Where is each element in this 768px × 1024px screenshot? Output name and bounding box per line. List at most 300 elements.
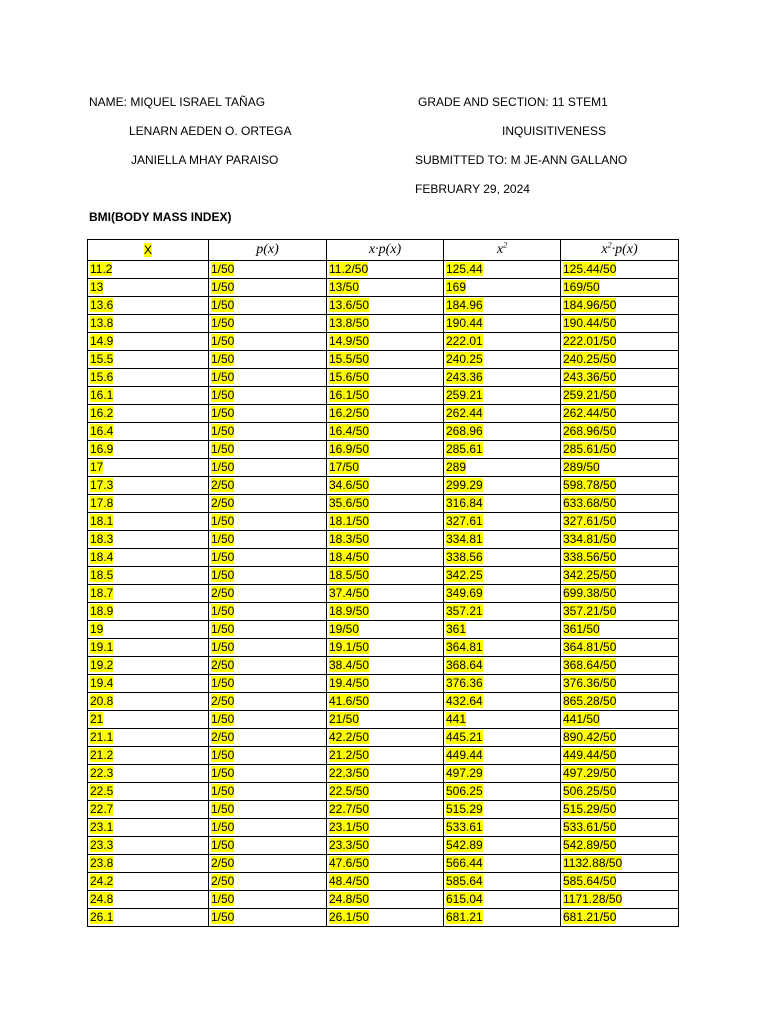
cell-x2px	[561, 657, 679, 675]
cell-xpx-value: 15.5/50	[329, 352, 370, 366]
cell-x	[88, 315, 209, 333]
cell-x2px	[561, 819, 679, 837]
cell-px	[209, 837, 327, 855]
cell-px	[209, 855, 327, 873]
cell-px-value: 1/50	[211, 784, 235, 798]
cell-px-value: 1/50	[211, 748, 235, 762]
cell-px-value: 2/50	[211, 496, 235, 510]
cell-x2px-value: 506.25/50	[563, 784, 617, 798]
cell-px-value: 1/50	[211, 388, 235, 402]
table-row	[88, 747, 679, 765]
member-name-3: JANIELLA MHAY PARAISO	[131, 153, 279, 167]
cell-x2px	[561, 405, 679, 423]
cell-x-value: 13	[90, 280, 104, 294]
cell-x2px-value: 441/50	[563, 712, 600, 726]
cell-x-value: 18.1	[90, 514, 114, 528]
cell-xpx	[327, 909, 444, 927]
cell-x2px	[561, 873, 679, 891]
cell-x2-value: 184.96	[446, 298, 483, 312]
table-row	[88, 855, 679, 873]
cell-x2	[444, 693, 561, 711]
cell-x2px	[561, 729, 679, 747]
table-row	[88, 261, 679, 279]
cell-px-value: 1/50	[211, 424, 235, 438]
cell-x-value: 16.9	[90, 442, 114, 456]
table-row	[88, 729, 679, 747]
cell-xpx-value: 34.6/50	[329, 478, 370, 492]
cell-xpx	[327, 531, 444, 549]
cell-xpx-value: 22.3/50	[329, 766, 370, 780]
cell-px	[209, 513, 327, 531]
cell-x2	[444, 783, 561, 801]
cell-px-value: 1/50	[211, 640, 235, 654]
cell-x2	[444, 279, 561, 297]
cell-xpx	[327, 459, 444, 477]
cell-px	[209, 693, 327, 711]
table-row	[88, 801, 679, 819]
cell-x	[88, 297, 209, 315]
cell-x2px	[561, 693, 679, 711]
header-x	[88, 240, 209, 261]
cell-px-value: 1/50	[211, 460, 235, 474]
cell-x2px-value: 327.61/50	[563, 514, 617, 528]
cell-xpx-value: 21.2/50	[329, 748, 370, 762]
cell-x2px-value: 699.38/50	[563, 586, 617, 600]
cell-px-value: 1/50	[211, 532, 235, 546]
cell-x-value: 16.4	[90, 424, 114, 438]
cell-x	[88, 513, 209, 531]
cell-px	[209, 873, 327, 891]
cell-x2px	[561, 423, 679, 441]
table-header-row	[88, 240, 679, 261]
cell-x2-value: 449.44	[446, 748, 483, 762]
cell-xpx	[327, 405, 444, 423]
cell-x	[88, 477, 209, 495]
cell-x2	[444, 603, 561, 621]
cell-x2	[444, 405, 561, 423]
cell-x	[88, 405, 209, 423]
cell-x2px	[561, 855, 679, 873]
cell-x-value: 11.2	[90, 262, 113, 276]
cell-xpx	[327, 351, 444, 369]
cell-x2px-value: 515.29/50	[563, 802, 617, 816]
table-row	[88, 765, 679, 783]
cell-x-value: 20.8	[90, 694, 114, 708]
cell-x	[88, 873, 209, 891]
cell-x	[88, 387, 209, 405]
cell-xpx-value: 19.4/50	[329, 676, 370, 690]
cell-x	[88, 819, 209, 837]
cell-px	[209, 729, 327, 747]
cell-x2-value: 289	[446, 460, 467, 474]
cell-xpx-value: 19/50	[329, 622, 360, 636]
table-row	[88, 369, 679, 387]
cell-x	[88, 783, 209, 801]
cell-x2px-value: 334.81/50	[563, 532, 617, 546]
cell-px	[209, 261, 327, 279]
table-row	[88, 621, 679, 639]
header-x2-exp: 2	[503, 240, 508, 250]
cell-x2px-value: 681.21/50	[563, 910, 617, 924]
table-row	[88, 333, 679, 351]
cell-x-value: 23.3	[90, 838, 114, 852]
table-row	[88, 873, 679, 891]
cell-xpx	[327, 837, 444, 855]
table-row	[88, 675, 679, 693]
cell-xpx	[327, 297, 444, 315]
header-x2px-base: x	[601, 242, 608, 257]
cell-x2-value: 432.64	[446, 694, 483, 708]
cell-x2px-value: 259.21/50	[563, 388, 617, 402]
cell-x	[88, 459, 209, 477]
cell-x2-value: 361	[446, 622, 467, 636]
cell-x2	[444, 801, 561, 819]
cell-x2px-value: 190.44/50	[563, 316, 617, 330]
cell-xpx-value: 18.4/50	[329, 550, 370, 564]
cell-x-value: 23.8	[90, 856, 114, 870]
cell-x2-value: 497.29	[446, 766, 483, 780]
cell-x2	[444, 639, 561, 657]
cell-x2px	[561, 333, 679, 351]
table-row	[88, 315, 679, 333]
cell-px-value: 1/50	[211, 280, 235, 294]
table-row	[88, 657, 679, 675]
cell-px-value: 1/50	[211, 334, 235, 348]
cell-x-value: 21	[90, 712, 104, 726]
cell-xpx-value: 16.2/50	[329, 406, 370, 420]
cell-x2px	[561, 711, 679, 729]
cell-x2px-value: 1171.28/50	[563, 892, 623, 906]
cell-x2px-value: 222.01/50	[563, 334, 617, 348]
cell-x2px-value: 1132.88/50	[563, 856, 623, 870]
cell-px-value: 2/50	[211, 478, 235, 492]
table-row	[88, 513, 679, 531]
cell-x2px	[561, 675, 679, 693]
cell-x-value: 19.2	[90, 658, 114, 672]
cell-x2-value: 259.21	[446, 388, 483, 402]
table-row	[88, 909, 679, 927]
table-row	[88, 603, 679, 621]
cell-x2px	[561, 351, 679, 369]
cell-x	[88, 549, 209, 567]
cell-x2px	[561, 549, 679, 567]
cell-x2-value: 515.29	[446, 802, 483, 816]
cell-x-value: 26.1	[90, 910, 114, 924]
cell-x-value: 17.8	[90, 496, 114, 510]
cell-xpx	[327, 279, 444, 297]
cell-x2px-value: 598.78/50	[563, 478, 617, 492]
cell-x	[88, 279, 209, 297]
cell-x2-value: 357.21	[446, 604, 483, 618]
cell-x2	[444, 675, 561, 693]
cell-xpx-value: 26.1/50	[329, 910, 370, 924]
cell-x2-value: 615.04	[446, 892, 483, 906]
cell-x	[88, 909, 209, 927]
cell-x-value: 17	[90, 460, 104, 474]
cell-x2	[444, 261, 561, 279]
cell-x2px-value: 125.44/50	[563, 262, 617, 276]
cell-x2-value: 445.21	[446, 730, 483, 744]
cell-xpx-value: 13.6/50	[329, 298, 370, 312]
cell-px	[209, 315, 327, 333]
cell-x	[88, 261, 209, 279]
cell-x2	[444, 549, 561, 567]
cell-x2-value: 376.36	[446, 676, 483, 690]
cell-x2px-value: 449.44/50	[563, 748, 617, 762]
table-row	[88, 783, 679, 801]
cell-xpx-value: 22.7/50	[329, 802, 370, 816]
cell-px-value: 2/50	[211, 856, 235, 870]
cell-px-value: 1/50	[211, 622, 235, 636]
cell-x2	[444, 477, 561, 495]
cell-x2px	[561, 387, 679, 405]
table-row	[88, 441, 679, 459]
cell-xpx-value: 17/50	[329, 460, 360, 474]
cell-x2px-value: 342.25/50	[563, 568, 617, 582]
cell-x-value: 22.5	[90, 784, 114, 798]
submitted-to: SUBMITTED TO: M JE-ANN GALLANO	[415, 153, 628, 167]
cell-x2	[444, 837, 561, 855]
cell-x2	[444, 387, 561, 405]
cell-x2px-value: 361/50	[563, 622, 600, 636]
cell-x-value: 22.3	[90, 766, 114, 780]
cell-x2	[444, 729, 561, 747]
cell-xpx-value: 37.4/50	[329, 586, 370, 600]
cell-x2px	[561, 297, 679, 315]
cell-x2px-value: 368.64/50	[563, 658, 617, 672]
cell-x2	[444, 423, 561, 441]
cell-x2px-value: 585.64/50	[563, 874, 617, 888]
cell-x	[88, 423, 209, 441]
cell-xpx	[327, 441, 444, 459]
cell-px	[209, 891, 327, 909]
cell-x	[88, 711, 209, 729]
cell-px	[209, 783, 327, 801]
cell-x2-value: 262.44	[446, 406, 483, 420]
table-body	[88, 261, 679, 927]
cell-x2px	[561, 801, 679, 819]
bmi-table	[87, 239, 679, 927]
cell-x2px-value: 169/50	[563, 280, 600, 294]
cell-xpx-value: 18.1/50	[329, 514, 370, 528]
cell-px	[209, 585, 327, 603]
cell-x2-value: 368.64	[446, 658, 483, 672]
cell-xpx	[327, 621, 444, 639]
cell-xpx	[327, 873, 444, 891]
cell-x2	[444, 711, 561, 729]
cell-x2	[444, 531, 561, 549]
cell-x2px	[561, 513, 679, 531]
cell-x-value: 15.6	[90, 370, 114, 384]
table-row	[88, 477, 679, 495]
cell-x2px-value: 243.36/50	[563, 370, 617, 384]
cell-x2px	[561, 603, 679, 621]
cell-x2-value: 316.84	[446, 496, 483, 510]
cell-xpx	[327, 315, 444, 333]
header-x2-base: x	[496, 242, 504, 257]
table-row	[88, 819, 679, 837]
cell-x-value: 19.1	[90, 640, 114, 654]
table-row	[88, 387, 679, 405]
cell-xpx	[327, 513, 444, 531]
cell-px-value: 2/50	[211, 730, 235, 744]
header-x2px-rest: ·p(x)	[611, 242, 638, 257]
table-row	[88, 711, 679, 729]
cell-x	[88, 621, 209, 639]
cell-x-value: 18.4	[90, 550, 114, 564]
header-px	[209, 240, 327, 261]
cell-px-value: 1/50	[211, 820, 235, 834]
cell-px	[209, 909, 327, 927]
cell-x2px	[561, 495, 679, 513]
cell-xpx	[327, 891, 444, 909]
header-x2px-exp: 2	[607, 240, 612, 250]
cell-xpx-value: 13/50	[329, 280, 360, 294]
cell-xpx-value: 15.6/50	[329, 370, 370, 384]
cell-px-value: 1/50	[211, 712, 235, 726]
cell-px	[209, 675, 327, 693]
cell-xpx-value: 23.3/50	[329, 838, 370, 852]
cell-x2	[444, 873, 561, 891]
cell-x	[88, 351, 209, 369]
cell-px	[209, 711, 327, 729]
cell-xpx-value: 14.9/50	[329, 334, 370, 348]
cell-xpx	[327, 693, 444, 711]
cell-xpx-value: 42.2/50	[329, 730, 370, 744]
cell-x2px	[561, 477, 679, 495]
table-row	[88, 405, 679, 423]
member-name-2: LENARN AEDEN O. ORTEGA	[129, 124, 292, 138]
cell-x2px	[561, 891, 679, 909]
cell-xpx-value: 47.6/50	[329, 856, 370, 870]
cell-x2px	[561, 639, 679, 657]
cell-x2px	[561, 315, 679, 333]
cell-px-value: 1/50	[211, 370, 235, 384]
cell-xpx-value: 18.3/50	[329, 532, 370, 546]
cell-x2-value: 364.81	[446, 640, 483, 654]
cell-px	[209, 279, 327, 297]
cell-px-value: 1/50	[211, 676, 235, 690]
submission-date: FEBRUARY 29, 2024	[415, 182, 530, 196]
cell-x	[88, 657, 209, 675]
cell-xpx	[327, 549, 444, 567]
header-xpx-label: x·p(x)	[368, 242, 402, 257]
cell-x2px	[561, 441, 679, 459]
cell-x-value: 18.3	[90, 532, 114, 546]
header-x-label: X	[143, 243, 152, 257]
cell-x2px-value: 262.44/50	[563, 406, 617, 420]
cell-px-value: 1/50	[211, 316, 235, 330]
cell-xpx-value: 11.2/50	[329, 262, 369, 276]
cell-x2	[444, 495, 561, 513]
cell-x	[88, 765, 209, 783]
cell-x2	[444, 351, 561, 369]
cell-x2px	[561, 585, 679, 603]
cell-px-value: 2/50	[211, 586, 235, 600]
cell-x-value: 18.5	[90, 568, 114, 582]
section-title: BMI(BODY MASS INDEX)	[89, 210, 232, 224]
cell-xpx-value: 18.9/50	[329, 604, 370, 618]
header-x2	[444, 240, 561, 261]
cell-x2-value: 542.89	[446, 838, 483, 852]
cell-px	[209, 423, 327, 441]
cell-x-value: 17.3	[90, 478, 114, 492]
table-row	[88, 837, 679, 855]
cell-xpx	[327, 801, 444, 819]
cell-x2-value: 299.29	[446, 478, 483, 492]
cell-x2	[444, 747, 561, 765]
cell-px	[209, 369, 327, 387]
header-xpx	[327, 240, 444, 261]
cell-x2-value: 681.21	[446, 910, 483, 924]
cell-px-value: 2/50	[211, 658, 235, 672]
cell-x2-value: 585.64	[446, 874, 483, 888]
cell-xpx-value: 35.6/50	[329, 496, 370, 510]
cell-x-value: 21.2	[90, 748, 114, 762]
cell-x2-value: 566.44	[446, 856, 483, 870]
cell-x-value: 19.4	[90, 676, 114, 690]
cell-x2-value: 243.36	[446, 370, 483, 384]
cell-x-value: 15.5	[90, 352, 114, 366]
table-row	[88, 891, 679, 909]
cell-x-value: 18.9	[90, 604, 114, 618]
cell-x2	[444, 369, 561, 387]
cell-px	[209, 459, 327, 477]
cell-x2px-value: 289/50	[563, 460, 600, 474]
cell-x2	[444, 909, 561, 927]
table-row	[88, 297, 679, 315]
cell-x-value: 16.1	[90, 388, 114, 402]
cell-x2px	[561, 909, 679, 927]
cell-x2px	[561, 567, 679, 585]
cell-x2px	[561, 261, 679, 279]
cell-x-value: 13.8	[90, 316, 114, 330]
cell-x-value: 22.7	[90, 802, 114, 816]
cell-x	[88, 567, 209, 585]
cell-x2	[444, 765, 561, 783]
cell-px-value: 1/50	[211, 910, 235, 924]
table-row	[88, 531, 679, 549]
cell-x2px	[561, 747, 679, 765]
cell-xpx-value: 24.8/50	[329, 892, 370, 906]
cell-xpx	[327, 675, 444, 693]
cell-x2	[444, 441, 561, 459]
cell-px	[209, 567, 327, 585]
cell-px-value: 1/50	[211, 262, 235, 276]
cell-x2-value: 334.81	[446, 532, 483, 546]
cell-px-value: 1/50	[211, 442, 235, 456]
cell-xpx	[327, 765, 444, 783]
table-row	[88, 585, 679, 603]
cell-x2-value: 190.44	[446, 316, 483, 330]
cell-px	[209, 621, 327, 639]
group-name: INQUISITIVENESS	[502, 124, 607, 138]
cell-x	[88, 837, 209, 855]
cell-x2-value: 125.44	[446, 262, 483, 276]
cell-px-value: 1/50	[211, 406, 235, 420]
cell-px-value: 1/50	[211, 892, 235, 906]
cell-px	[209, 333, 327, 351]
cell-xpx-value: 22.5/50	[329, 784, 370, 798]
cell-x	[88, 891, 209, 909]
cell-px	[209, 351, 327, 369]
cell-x2px	[561, 765, 679, 783]
cell-x	[88, 855, 209, 873]
cell-px-value: 1/50	[211, 766, 235, 780]
cell-px	[209, 603, 327, 621]
cell-x-value: 24.8	[90, 892, 114, 906]
cell-x2	[444, 621, 561, 639]
